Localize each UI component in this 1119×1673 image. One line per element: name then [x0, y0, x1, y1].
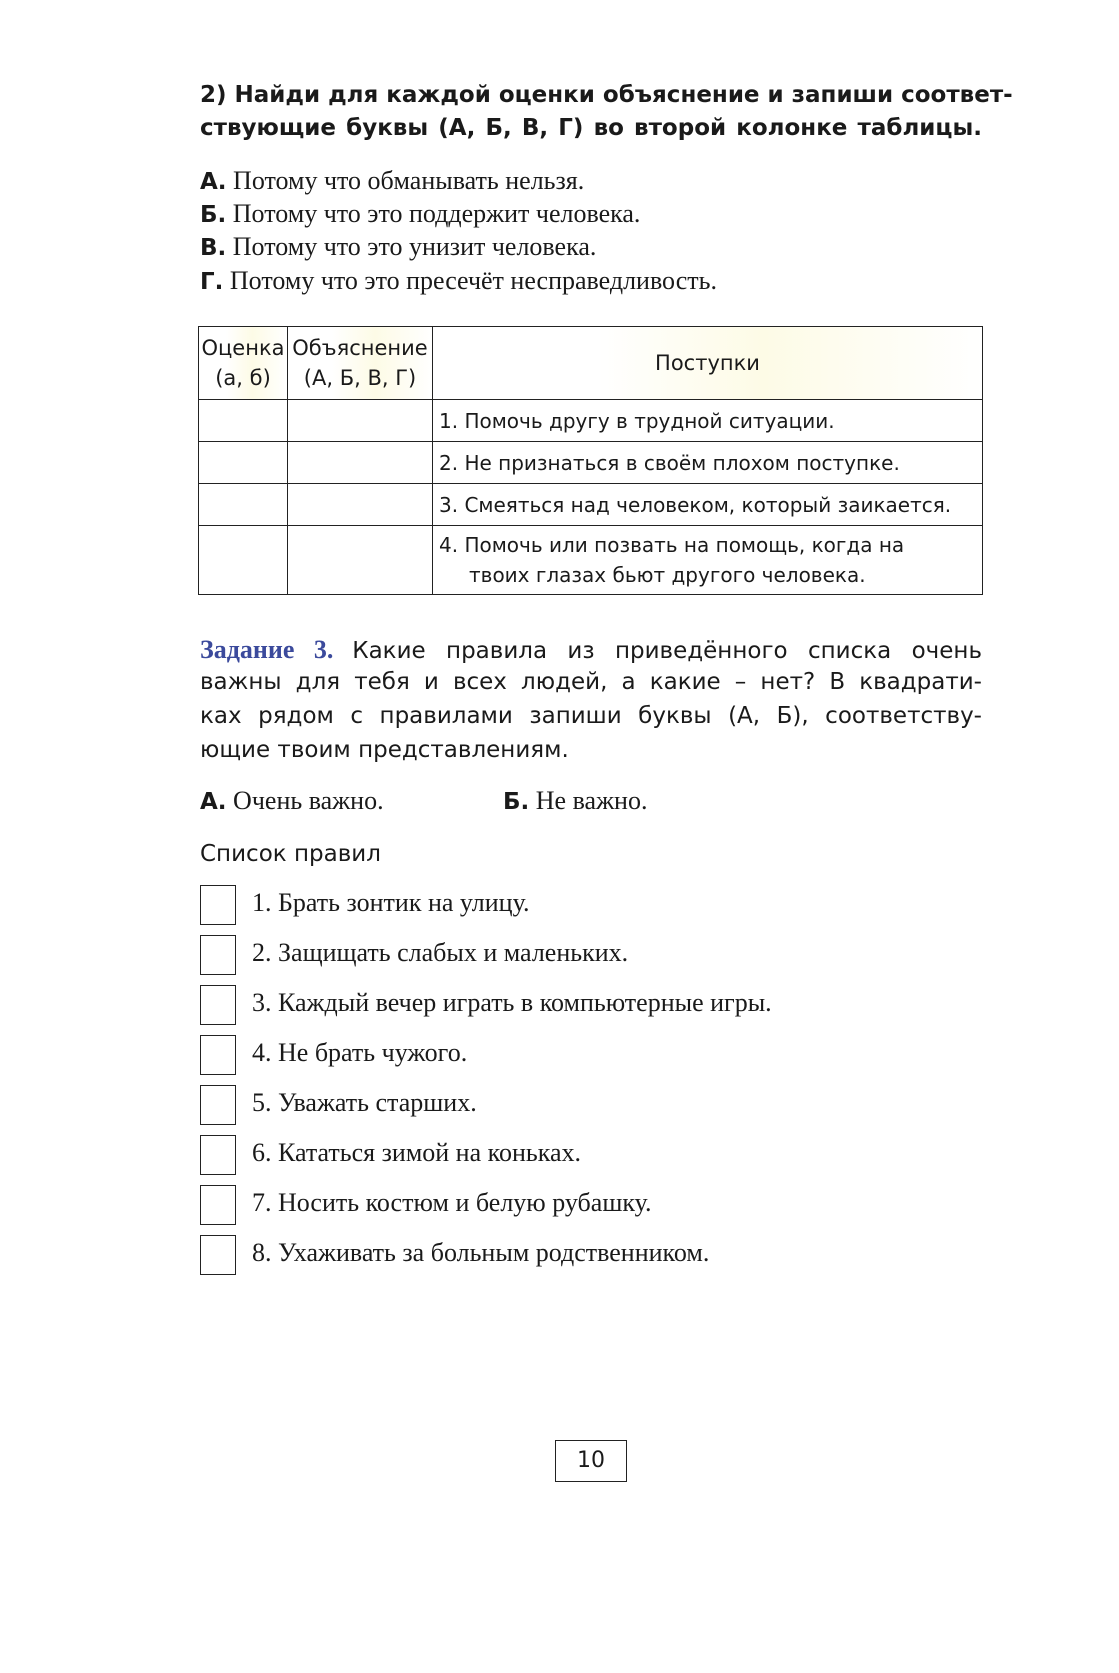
- rule-item: 8. Ухаживать за больным родственником.: [252, 1238, 710, 1267]
- header-text: (А, Б, В, Г): [303, 366, 417, 390]
- table-row: [199, 442, 983, 484]
- page-number: 10: [555, 1440, 627, 1482]
- option-g: [200, 266, 717, 296]
- rule-item: 7. Носить костюм и белую рубашку.: [252, 1188, 652, 1217]
- rule-item: 3. Каждый вечер играть в компьютерные игры.: [252, 988, 772, 1017]
- rule-checkbox[interactable]: [200, 1085, 236, 1125]
- action-cell: [433, 526, 983, 595]
- table-row: [199, 484, 983, 526]
- option-letter: А.: [200, 169, 227, 195]
- task3-instruction-line: ках рядом с правилами запиши буквы (А, Б), соответству-: [200, 703, 982, 729]
- header-grade: [199, 327, 288, 400]
- option-a: [200, 166, 584, 196]
- action-cell: 1. Помочь другу в трудной ситуации.: [433, 400, 983, 442]
- rule-checkbox[interactable]: [200, 1135, 236, 1175]
- choice-a: [200, 786, 384, 816]
- task2-instruction-line: 2) Найди для каждой оценки объяснение и запиши соответ-: [200, 82, 1013, 108]
- choice-letter: Б.: [503, 789, 530, 815]
- header-text: Оценка: [201, 336, 285, 360]
- rule-item: 2. Защищать слабых и маленьких.: [252, 938, 629, 967]
- explanation-cell[interactable]: [288, 442, 433, 484]
- rule-item: 4. Не брать чужого.: [252, 1038, 468, 1067]
- action-cell: 3. Смеяться над человеком, который заикается.: [433, 484, 983, 526]
- rules-list-title: Список правил: [200, 841, 381, 867]
- table-row: [199, 526, 983, 595]
- choice-text: Не важно.: [535, 786, 648, 815]
- task3-instruction-line: ющие твоим представлениям.: [200, 737, 569, 763]
- rule-checkbox[interactable]: [200, 935, 236, 975]
- rule-checkbox[interactable]: [200, 1035, 236, 1075]
- rule-item: 5. Уважать старших.: [252, 1088, 477, 1117]
- rule-item: 6. Кататься зимой на коньках.: [252, 1138, 581, 1167]
- option-text: Потому что это пресечёт несправедливость.: [229, 266, 717, 295]
- task3-label: Задание 3.: [200, 635, 334, 664]
- header-text: Объяснение: [292, 336, 428, 360]
- task3-instruction-line: [200, 635, 982, 665]
- explanation-cell[interactable]: [288, 526, 433, 595]
- rule-checkbox[interactable]: [200, 1235, 236, 1275]
- rule-item: 1. Брать зонтик на улицу.: [252, 888, 530, 917]
- header-actions: Поступки: [433, 327, 983, 400]
- table-row: [199, 400, 983, 442]
- option-letter: Б.: [200, 202, 227, 228]
- action-line: 4. Помочь или позвать на помощь, когда на: [439, 533, 905, 557]
- option-v: [200, 232, 596, 262]
- rule-checkbox[interactable]: [200, 885, 236, 925]
- task2-instruction-line: ствующие буквы (А, Б, В, Г) во второй колонке таблицы.: [200, 115, 982, 141]
- action-cell: 2. Не признаться в своём плохом поступке.: [433, 442, 983, 484]
- explanation-cell[interactable]: [288, 400, 433, 442]
- option-letter: В.: [200, 235, 227, 261]
- option-text: Потому что это поддержит человека.: [232, 199, 641, 228]
- choice-letter: А.: [200, 789, 227, 815]
- task3-text: Какие правила из приведённого списка очень: [352, 638, 982, 664]
- option-letter: Г.: [200, 269, 224, 295]
- grade-cell[interactable]: [199, 484, 288, 526]
- choice-b: [503, 786, 647, 816]
- option-b: [200, 199, 640, 229]
- explanation-cell[interactable]: [288, 484, 433, 526]
- rule-checkbox[interactable]: [200, 985, 236, 1025]
- task3-instruction-line: важны для тебя и всех людей, а какие – нет? В квадрати-: [200, 669, 982, 695]
- grade-cell[interactable]: [199, 442, 288, 484]
- grade-cell[interactable]: [199, 526, 288, 595]
- header-text: (а, б): [215, 366, 271, 390]
- choice-text: Очень важно.: [233, 786, 384, 815]
- option-text: Потому что это унизит человека.: [232, 232, 597, 261]
- action-line: твоих глазах бьют другого человека.: [469, 563, 866, 587]
- header-explanation: [288, 327, 433, 400]
- rule-checkbox[interactable]: [200, 1185, 236, 1225]
- option-text: Потому что обманывать нельзя.: [233, 166, 585, 195]
- grade-cell[interactable]: [199, 400, 288, 442]
- actions-table: [198, 326, 983, 595]
